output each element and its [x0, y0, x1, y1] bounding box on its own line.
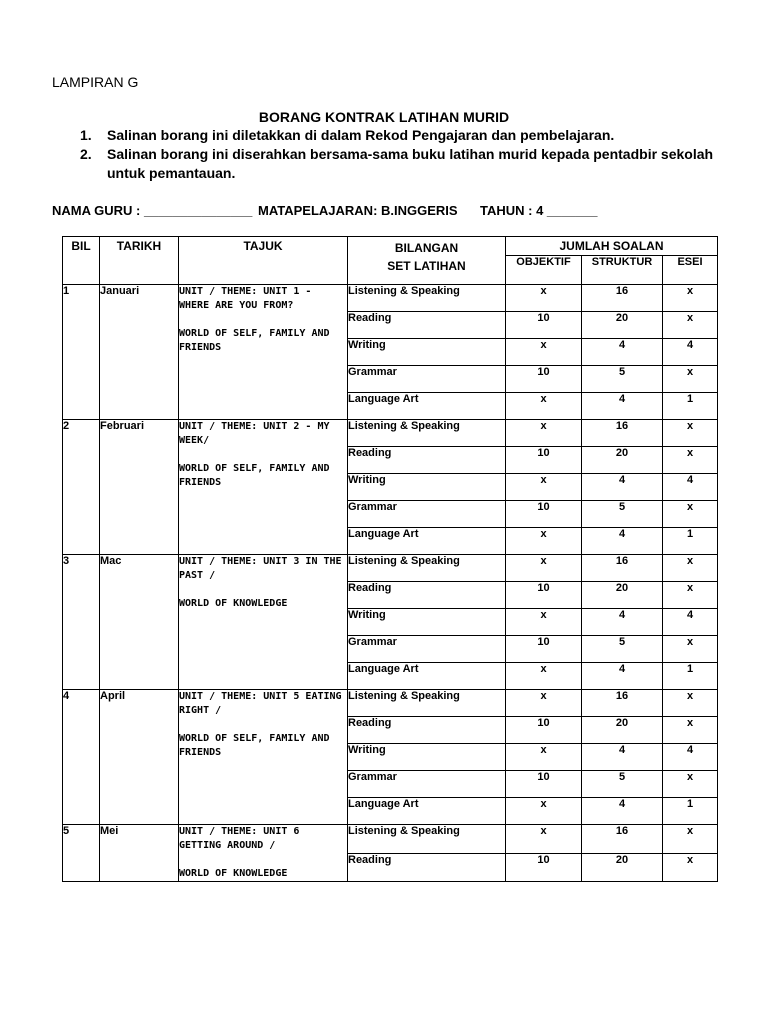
- cell-struktur: 16: [582, 555, 663, 582]
- cell-tajuk: [179, 825, 348, 882]
- subject-field: MATAPELAJARAN: B.INGGERIS: [258, 203, 458, 218]
- header-bilangan: BILANGAN: [394, 241, 459, 255]
- unit-theme: WORLD OF KNOWLEDGE: [179, 868, 288, 879]
- cell-esei: 4: [663, 609, 718, 636]
- table-row: [63, 420, 718, 447]
- unit-title: UNIT / THEME: UNIT 5 EATING RIGHT /: [179, 691, 342, 716]
- cell-esei: x: [663, 771, 718, 798]
- table-row: [63, 825, 718, 854]
- header-esei: ESEI: [663, 256, 718, 285]
- cell-tajuk: [179, 690, 348, 825]
- cell-esei: x: [663, 447, 718, 474]
- table-row: [63, 690, 718, 717]
- cell-struktur: 4: [582, 609, 663, 636]
- cell-set-latihan: Writing: [348, 474, 506, 501]
- cell-esei: x: [663, 285, 718, 312]
- instruction-number: 2.: [80, 146, 92, 162]
- teacher-name-field[interactable]: NAMA GURU : _______________: [52, 203, 253, 218]
- cell-set-latihan: Listening & Speaking: [348, 420, 506, 447]
- unit-theme: WORLD OF SELF, FAMILY AND FRIENDS: [179, 463, 330, 488]
- cell-struktur: 4: [582, 663, 663, 690]
- cell-objektif: x: [506, 690, 582, 717]
- unit-theme: WORLD OF SELF, FAMILY AND FRIENDS: [179, 328, 330, 353]
- unit-theme: WORLD OF KNOWLEDGE: [179, 598, 288, 609]
- cell-objektif: x: [506, 825, 582, 854]
- cell-esei: x: [663, 420, 718, 447]
- header-set-latihan: SET LATIHAN: [387, 259, 466, 273]
- cell-struktur: 4: [582, 474, 663, 501]
- cell-struktur: 4: [582, 744, 663, 771]
- header-tajuk: TAJUK: [179, 237, 348, 285]
- cell-struktur: 5: [582, 366, 663, 393]
- header-bil: BIL: [63, 237, 100, 285]
- cell-set-latihan: Listening & Speaking: [348, 825, 506, 854]
- unit-theme: WORLD OF SELF, FAMILY AND FRIENDS: [179, 733, 330, 758]
- cell-objektif: 10: [506, 582, 582, 609]
- cell-objektif: x: [506, 528, 582, 555]
- cell-struktur: 4: [582, 528, 663, 555]
- cell-struktur: 4: [582, 339, 663, 366]
- header-bilangan-set: [348, 237, 506, 285]
- cell-struktur: 20: [582, 312, 663, 339]
- cell-struktur: 16: [582, 690, 663, 717]
- header-struktur: STRUKTUR: [582, 256, 663, 285]
- header-objektif: OBJEKTIF: [506, 256, 582, 285]
- cell-struktur: 16: [582, 420, 663, 447]
- year-field[interactable]: TAHUN : 4 _______: [480, 203, 598, 218]
- cell-bil: 1: [63, 285, 100, 420]
- form-title: BORANG KONTRAK LATIHAN MURID: [258, 109, 510, 125]
- cell-struktur: 20: [582, 447, 663, 474]
- cell-esei: 4: [663, 339, 718, 366]
- cell-objektif: x: [506, 339, 582, 366]
- cell-esei: x: [663, 312, 718, 339]
- cell-struktur: 20: [582, 853, 663, 882]
- cell-struktur: 4: [582, 798, 663, 825]
- cell-struktur: 16: [582, 825, 663, 854]
- instruction-item: [80, 145, 720, 183]
- cell-esei: 1: [663, 528, 718, 555]
- cell-tarikh: Mac: [100, 555, 179, 690]
- cell-struktur: 5: [582, 636, 663, 663]
- cell-set-latihan: Reading: [348, 582, 506, 609]
- cell-esei: x: [663, 582, 718, 609]
- cell-set-latihan: Reading: [348, 447, 506, 474]
- cell-objektif: 10: [506, 312, 582, 339]
- cell-struktur: 5: [582, 501, 663, 528]
- cell-set-latihan: Grammar: [348, 771, 506, 798]
- cell-tarikh: April: [100, 690, 179, 825]
- cell-set-latihan: Language Art: [348, 528, 506, 555]
- cell-bil: 4: [63, 690, 100, 825]
- cell-esei: x: [663, 555, 718, 582]
- cell-objektif: 10: [506, 717, 582, 744]
- cell-set-latihan: Grammar: [348, 366, 506, 393]
- cell-objektif: 10: [506, 853, 582, 882]
- cell-set-latihan: Listening & Speaking: [348, 285, 506, 312]
- cell-struktur: 4: [582, 393, 663, 420]
- cell-set-latihan: Writing: [348, 609, 506, 636]
- table-row: [63, 555, 718, 582]
- cell-set-latihan: Listening & Speaking: [348, 690, 506, 717]
- cell-tajuk: [179, 555, 348, 690]
- cell-esei: 4: [663, 474, 718, 501]
- cell-tajuk: [179, 285, 348, 420]
- cell-esei: 1: [663, 393, 718, 420]
- cell-esei: x: [663, 825, 718, 854]
- instruction-number: 1.: [80, 127, 92, 143]
- unit-title: UNIT / THEME: UNIT 6 GETTING AROUND /: [179, 826, 300, 851]
- cell-objektif: x: [506, 609, 582, 636]
- unit-title: UNIT / THEME: UNIT 3 IN THE PAST /: [179, 556, 342, 581]
- cell-set-latihan: Language Art: [348, 663, 506, 690]
- cell-esei: x: [663, 636, 718, 663]
- unit-title: UNIT / THEME: UNIT 1 - WHERE ARE YOU FROM?: [179, 286, 312, 311]
- form-meta: [52, 203, 598, 218]
- cell-esei: 4: [663, 744, 718, 771]
- table-body: [63, 285, 718, 882]
- cell-objektif: x: [506, 555, 582, 582]
- cell-objektif: 10: [506, 501, 582, 528]
- cell-objektif: 10: [506, 447, 582, 474]
- cell-set-latihan: Language Art: [348, 393, 506, 420]
- cell-set-latihan: Reading: [348, 717, 506, 744]
- cell-objektif: 10: [506, 366, 582, 393]
- cell-esei: x: [663, 853, 718, 882]
- exercise-table: [62, 236, 718, 882]
- cell-tarikh: Mei: [100, 825, 179, 882]
- cell-tarikh: Februari: [100, 420, 179, 555]
- cell-set-latihan: Reading: [348, 853, 506, 882]
- cell-bil: 3: [63, 555, 100, 690]
- cell-objektif: x: [506, 798, 582, 825]
- cell-objektif: x: [506, 663, 582, 690]
- table-header-row: [63, 237, 718, 256]
- lampiran-label: LAMPIRAN G: [52, 74, 139, 90]
- cell-set-latihan: Language Art: [348, 798, 506, 825]
- header-tarikh: TARIKH: [100, 237, 179, 285]
- cell-set-latihan: Grammar: [348, 501, 506, 528]
- cell-struktur: 16: [582, 285, 663, 312]
- cell-set-latihan: Writing: [348, 744, 506, 771]
- cell-objektif: x: [506, 420, 582, 447]
- instruction-text: Salinan borang ini diserahkan bersama-sama buku latihan murid kepada pentadbir sekolah untuk pemantauan.: [107, 146, 714, 181]
- cell-esei: x: [663, 366, 718, 393]
- cell-esei: x: [663, 501, 718, 528]
- cell-esei: 1: [663, 663, 718, 690]
- cell-esei: x: [663, 717, 718, 744]
- table-row: [63, 285, 718, 312]
- cell-objektif: x: [506, 285, 582, 312]
- cell-esei: x: [663, 690, 718, 717]
- cell-objektif: 10: [506, 771, 582, 798]
- instruction-text: Salinan borang ini diletakkan di dalam Rekod Pengajaran dan pembelajaran.: [107, 127, 615, 143]
- cell-set-latihan: Listening & Speaking: [348, 555, 506, 582]
- cell-objektif: x: [506, 744, 582, 771]
- cell-bil: 5: [63, 825, 100, 882]
- cell-tarikh: Januari: [100, 285, 179, 420]
- cell-objektif: x: [506, 393, 582, 420]
- cell-esei: 1: [663, 798, 718, 825]
- instruction-list: [80, 126, 720, 183]
- unit-title: UNIT / THEME: UNIT 2 - MY WEEK/: [179, 421, 330, 446]
- cell-objektif: x: [506, 474, 582, 501]
- cell-set-latihan: Writing: [348, 339, 506, 366]
- cell-objektif: 10: [506, 636, 582, 663]
- cell-struktur: 20: [582, 717, 663, 744]
- cell-bil: 2: [63, 420, 100, 555]
- cell-tajuk: [179, 420, 348, 555]
- cell-struktur: 5: [582, 771, 663, 798]
- cell-struktur: 20: [582, 582, 663, 609]
- header-jumlah-soalan: JUMLAH SOALAN: [506, 237, 718, 256]
- cell-set-latihan: Reading: [348, 312, 506, 339]
- instruction-item: [80, 126, 720, 145]
- cell-set-latihan: Grammar: [348, 636, 506, 663]
